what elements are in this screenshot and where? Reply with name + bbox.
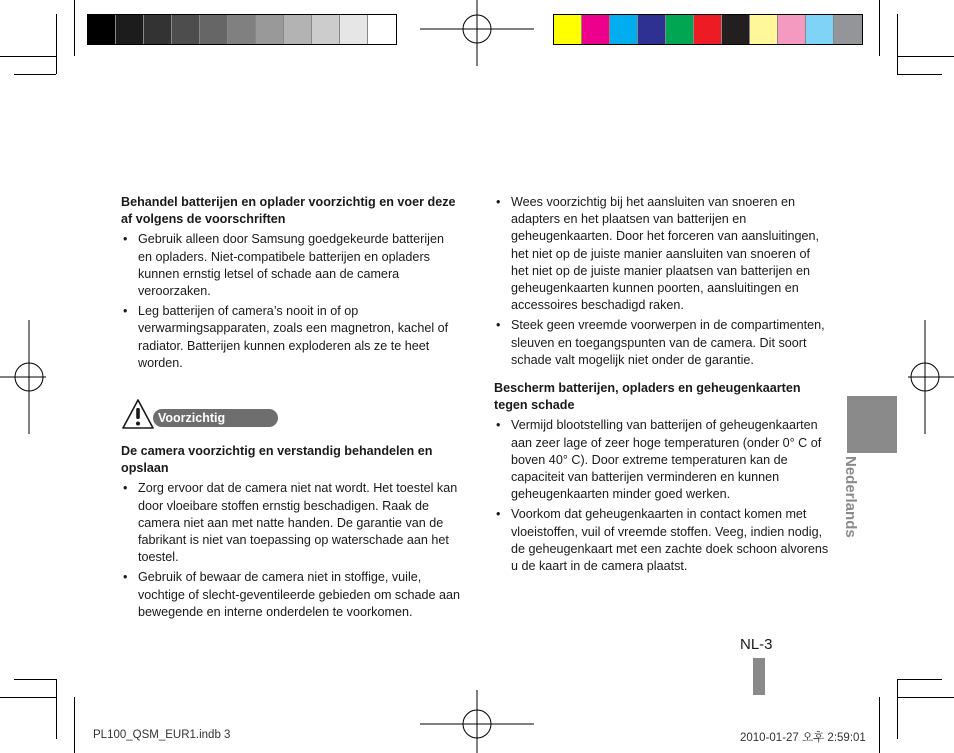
color-swatch (694, 15, 722, 44)
color-swatch (172, 15, 200, 44)
color-swatch (778, 15, 806, 44)
list-item: • Gebruik of bewaar de camera niet in stoffige, vuile, vochtige of slecht-geventileerde gebieden om schade aan bewegende en interne onderdelen te voorkomen. (121, 569, 461, 621)
color-swatch (228, 15, 256, 44)
protect-batteries-list (494, 417, 830, 575)
color-swatch (284, 15, 312, 44)
color-swatch (312, 15, 340, 44)
caution-pill: Voorzichtig (153, 409, 278, 427)
process-color-bar (553, 14, 863, 45)
language-label: Nederlands (842, 456, 859, 538)
color-swatch (200, 15, 228, 44)
left-column (121, 194, 461, 375)
color-swatch (638, 15, 666, 44)
color-swatch (368, 15, 396, 44)
list-item: • Vermijd blootstelling van batterijen of geheugenkaarten aan zeer lage of zeer hoge temperaturen (onder 0° C of boven 40° C). Door extreme temperaturen kan de capaciteit van batterijen verminderen en kunnen geheugenkaarten minder goed werken. (494, 417, 830, 503)
footer-timestamp: 2010-01-27 오후 2:59:01 (740, 732, 866, 744)
language-tab-block (847, 396, 897, 453)
color-swatch (554, 15, 582, 44)
connection-list (494, 194, 830, 369)
color-swatch (144, 15, 172, 44)
battery-handling-list (121, 231, 461, 372)
right-column (494, 194, 830, 578)
color-swatch (340, 15, 368, 44)
grayscale-color-bar (87, 14, 397, 45)
left-column-lower (121, 443, 461, 624)
color-swatch (582, 15, 610, 44)
color-swatch (88, 15, 116, 44)
list-item: • Wees voorzichtig bij het aansluiten van snoeren en adapters en het plaatsen van batterijen en geheugenkaarten. Door het forceren van aansluitingen, het niet op de juiste manier aansluiten van snoeren of het niet op de juiste manier plaatsen van batterijen en geheugenkaarten kunnen poorten, aansluitingen en accessoires beschadigd raken. (494, 194, 830, 314)
color-swatch (722, 15, 750, 44)
color-swatch (834, 15, 862, 44)
language-tab-label (842, 456, 862, 546)
color-swatch (750, 15, 778, 44)
color-swatch (806, 15, 834, 44)
list-item: • Steek geen vreemde voorwerpen in de compartimenten, sleuven en toegangspunten van de camera. Dit soort schade valt mogelijk niet onder de garantie. (494, 317, 830, 369)
footer-filename: PL100_QSM_EUR1.indb 3 (93, 729, 231, 741)
list-item: • Gebruik alleen door Samsung goedgekeurde batterijen en opladers. Niet-compatibele batterijen en opladers kunnen ernstig letsel of schade aan de camera veroorzaken. (121, 231, 461, 300)
color-swatch (610, 15, 638, 44)
section-heading-protect-batteries: Bescherm batterijen, opladers en geheugenkaarten tegen schade (494, 381, 801, 413)
list-item: • Voorkom dat geheugenkaarten in contact komen met vloeistoffen, vuil of vreemde stoffen. Veeg, indien nodig, de geheugenkaart met een zachte doek schoon alvorens u de kaart in de camera plaatst. (494, 506, 830, 575)
camera-handling-list (121, 480, 461, 621)
list-item: • Zorg ervoor dat de camera niet nat wordt. Het toestel kan door vloeibare stoffen ernstig beschadigen. Raak de camera niet aan met natte handen. De garantie van de fabrikant is niet van toepassing op waterschade aan het toestel. (121, 480, 461, 566)
color-swatch (256, 15, 284, 44)
page-number-bar (753, 658, 765, 695)
section-heading-camera-handling: De camera voorzichtig en verstandig behandelen en opslaan (121, 444, 433, 476)
color-swatch (116, 15, 144, 44)
color-swatch (666, 15, 694, 44)
section-heading-battery-handling: Behandel batterijen en oplader voorzichtig en voer deze af volgens de voorschriften (121, 195, 456, 227)
list-item: • Leg batterijen of camera’s nooit in of op verwarmingsapparaten, zoals een magnetron, kachel of radiator. Batterijen kunnen exploderen als ze te heet worden. (121, 303, 461, 372)
page-number: NL-3 (740, 636, 773, 653)
warning-triangle-icon (121, 398, 155, 430)
